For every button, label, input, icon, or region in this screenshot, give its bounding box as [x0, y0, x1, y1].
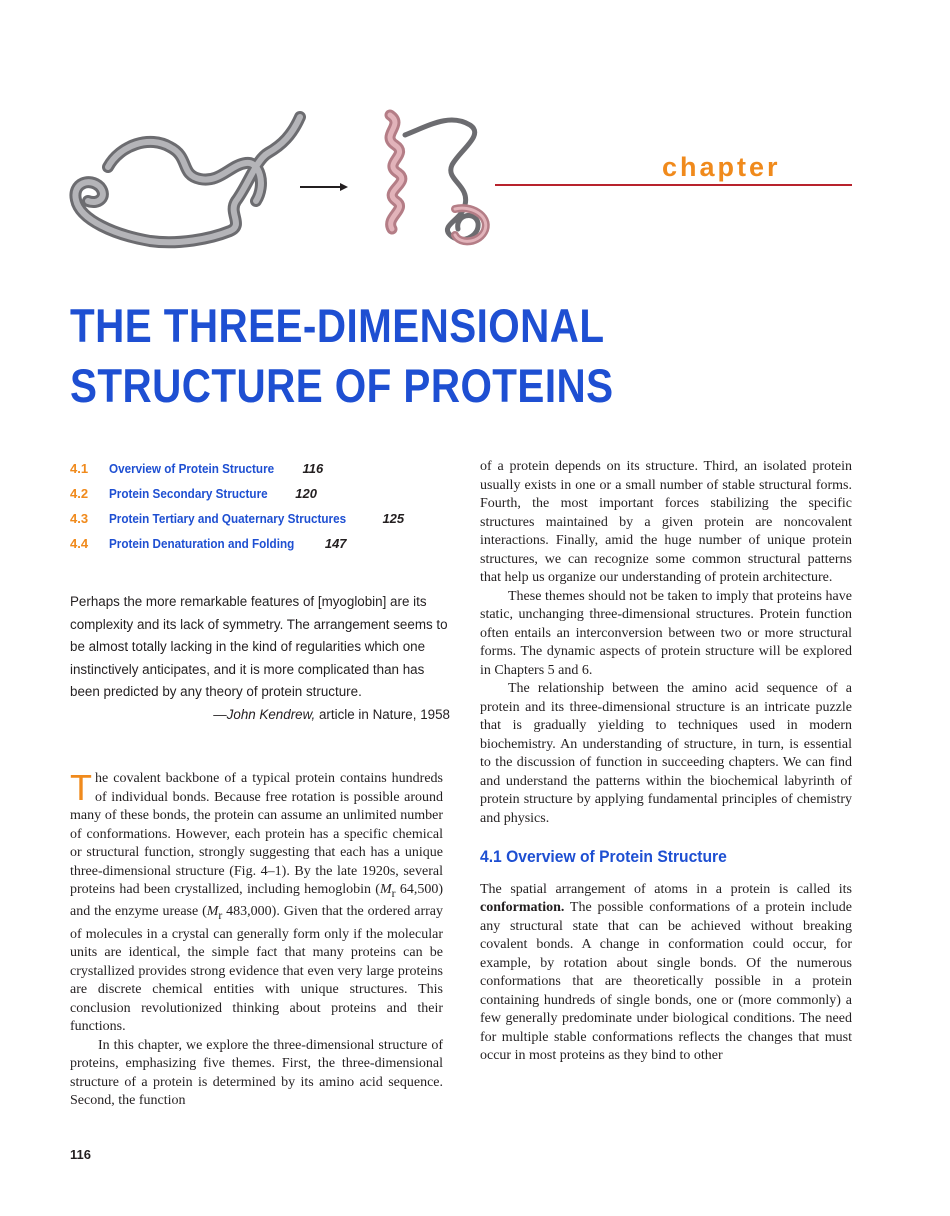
toc-page: 116 [302, 461, 324, 476]
intro-text-b: 64,500) and the enzyme urease ( [70, 882, 443, 920]
epigraph-author: —John Kendrew, [213, 706, 316, 722]
title-line-1: THE THREE-DIMENSIONAL [70, 299, 605, 352]
mr-symbol: M [206, 904, 219, 920]
table-of-contents [70, 459, 450, 559]
arrow-icon [300, 183, 348, 191]
section-paragraph [480, 881, 852, 1066]
epigraph [70, 591, 450, 726]
intro-text-c: 483,000). Given that the ordered array of molecules in a crystal can generally form only if the molecular units are identical, the simple fact that many proteins can be crystallized provides strong evidence that even very large proteins are discrete chemical entities with unique structures. This conclusion revolutionized thinking about proteins and their functions. [70, 904, 444, 1035]
body-paragraph: of a protein depends on its structure. Third, an isolated protein usually exists in one or a small number of stable structural forms. Fourth, the most important forces stabilizing the specific structures maintained by a given protein are noncovalent interactions. Finally, amid the huge number of unique protein structures, we can recognize some common structural patterns that help us organize our understanding of protein architecture. [480, 459, 852, 585]
toc-number: 4.2 [70, 486, 89, 501]
left-column [70, 767, 444, 1111]
right-column [480, 458, 852, 1066]
folded-protein-image [390, 115, 486, 241]
toc-number: 4.3 [70, 511, 89, 526]
toc-item[interactable] [70, 509, 450, 534]
section-text-a: The spatial arrangement of atoms in a protein is called its [480, 881, 852, 897]
protein-folding-figure [60, 105, 500, 255]
intro-text-a: he covalent backbone of a typical protein contains hundreds of individual bonds. Because free rotation is possible around many of these bonds, the protein can assume an unlimited number of conformations. However, each protein has a specific chemical or structural function, strongly suggesting that each has a unique three-dimensional structure (Fig. 4–1). By the late 1920s, several proteins had been crystallized, including hemoglobin ( [70, 771, 443, 897]
key-term: conformation. [480, 900, 565, 915]
toc-number: 4.4 [70, 536, 89, 551]
toc-item[interactable] [70, 534, 450, 559]
toc-title: Protein Secondary Structure [109, 486, 268, 501]
title-line-2: STRUCTURE OF PROTEINS [70, 359, 614, 412]
toc-title: Protein Tertiary and Quaternary Structures [109, 511, 347, 526]
section-heading: 4.1 Overview of Protein Structure [480, 847, 727, 866]
toc-title: Protein Denaturation and Folding [109, 536, 295, 551]
intro-paragraph [70, 767, 444, 1037]
epigraph-source: article in Nature, 1958 [315, 706, 450, 722]
toc-page: 120 [295, 486, 317, 501]
page-number: 116 [70, 1147, 91, 1162]
epigraph-attribution [70, 704, 450, 727]
toc-page: 125 [382, 511, 405, 526]
mr-subscript: r [218, 909, 223, 923]
toc-item[interactable] [70, 484, 450, 509]
toc-number: 4.1 [70, 461, 89, 476]
toc-item[interactable] [70, 459, 450, 484]
unfolded-chain-image [75, 117, 300, 242]
epigraph-quote: Perhaps the more remarkable features of [myoglobin] are its complexity and its lack of symmetry. The arrangement seems to be almost totally lacking in the kind of regularities which one instinctively anticipates, and it is more complicated than has been predicted by any theory of protein structure. [70, 594, 448, 699]
body-paragraph: The relationship between the amino acid sequence of a protein and its three-dimensional structure is an intricate puzzle that is gradually yielding to techniques used in modern biochemistry. An understanding of structure, in turn, is essential to the discussion of function in succeeding chapters. We can find and understand the patterns within the biochemical labyrinth of protein structure by applying fundamental principles of chemistry and physics. [480, 681, 852, 826]
mr-subscript: r [391, 886, 396, 900]
toc-title: Overview of Protein Structure [109, 461, 275, 476]
body-paragraph: In this chapter, we explore the three-dimensional structure of proteins, emphasizing five themes. First, the three-dimensional structure of a protein is determined by its amino acid sequence. Second, the function [70, 1037, 443, 1109]
chapter-label: chapter [662, 152, 781, 182]
chapter-rule [495, 184, 852, 186]
drop-cap: T [70, 767, 92, 808]
section-text-b: The possible conformations of a protein include any structural state that can be achieved without breaking covalent bonds. A change in conformation could occur, for example, by rotation about single bonds. Of the numerous conformations that are theoretically possible in a protein containing hundreds of single bonds, one or (more commonly) a few generally predominate under biological conditions. The need for multiple stable conformations reflects the changes that must occur in most proteins as they bind to other [480, 900, 852, 1063]
chapter-title [70, 296, 613, 416]
toc-page: 147 [324, 536, 347, 551]
mr-symbol: M [379, 882, 392, 897]
body-paragraph: These themes should not be taken to imply that proteins have static, unchanging three-dimensional structures. Protein function often entails an interconversion between two or more structural forms. The dynamic aspects of protein structure will be explored in Chapters 5 and 6. [480, 588, 852, 678]
